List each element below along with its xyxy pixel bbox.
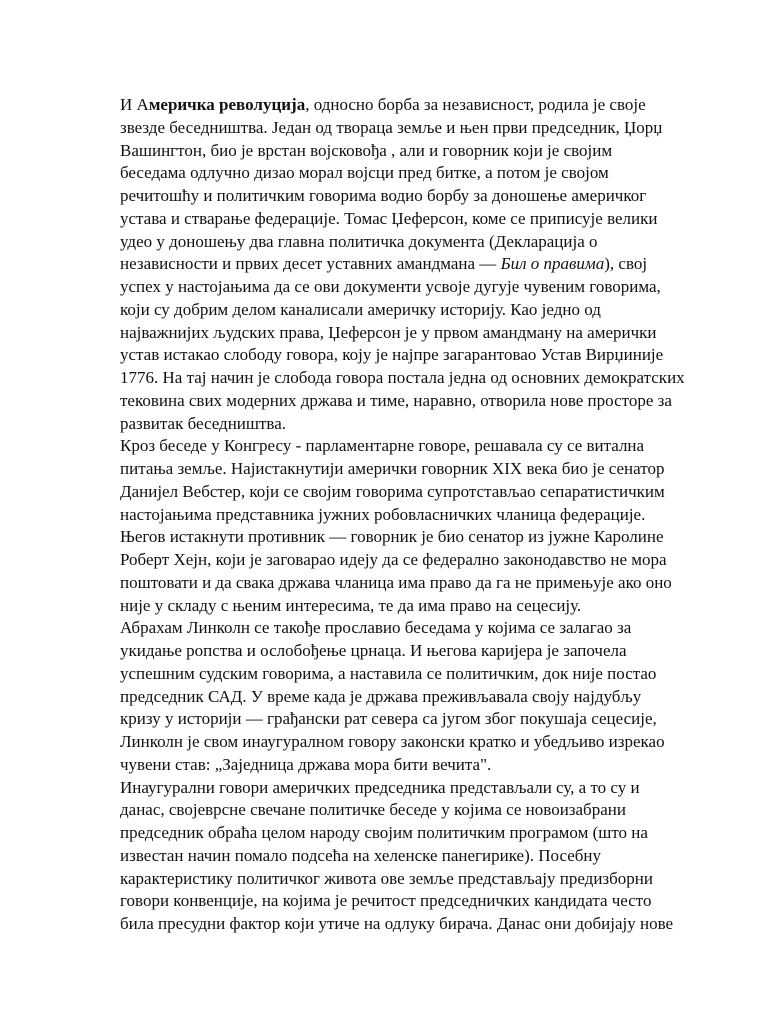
text-run: чувени став: „Заједница држава мора бити вечита".	[120, 754, 492, 774]
text-line	[90, 617, 680, 640]
text-run: Данијел Вебстер, који се својим говорима супротстављао сепаратистичким	[120, 481, 665, 501]
text-line	[90, 413, 680, 436]
paragraph-3	[90, 617, 680, 776]
text-run: данас, својеврсне свечане политичке беседе у којима се новоизабрани	[120, 800, 626, 820]
text-run: речитошћу и политичким говорима водио борбу за доношење америчког	[120, 186, 647, 205]
text-line	[90, 845, 680, 868]
text-run: није у складу с њеним интересима, те да има право на сецесију.	[120, 595, 582, 615]
text-run: беседама одлучно дизао морал војсци пред битке, а потом је својом	[120, 163, 609, 183]
text-line	[90, 185, 680, 208]
italic-text-run: Бил о правима	[500, 254, 605, 274]
text-line	[90, 822, 680, 845]
text-run: развитак беседништва.	[120, 413, 287, 433]
text-run: устав истакао слободу говора, коју је најпре загарантовао Устав Вирџиније	[120, 345, 664, 365]
text-line	[90, 481, 680, 504]
text-line	[90, 640, 680, 663]
text-run: независности и првих десет уставних амандмана —	[120, 254, 501, 274]
text-line	[90, 208, 680, 231]
text-line	[90, 344, 680, 367]
text-run: , односно борба за независност, родила је своје	[305, 95, 646, 114]
bold-text-run: меричка револуција	[148, 95, 306, 114]
text-run: укидање ропства и ослобођење црнаца. И његова каријера је започела	[120, 641, 627, 660]
text-line	[90, 708, 680, 731]
text-line	[90, 890, 680, 913]
text-line	[90, 367, 685, 390]
text-line	[90, 390, 680, 413]
text-run: који су добрим делом каналисали америчку историју. Као једно од	[120, 299, 601, 319]
document-body	[90, 94, 685, 936]
text-run: 1776. На тај начин је слобода говора постала једна од основних демократских	[120, 368, 685, 387]
text-run: била пресудни фактор који утиче на одлуку бирача. Данас они добијају нове	[120, 914, 674, 933]
text-run: удео у доношењу два главна политичка документа (Декларација о	[120, 231, 598, 251]
text-run: говори конвенције, на којима је речитост председничких кандидата често	[120, 891, 652, 911]
text-line	[90, 253, 680, 276]
text-run: Кроз беседе у Конгресу - парламентарне говоре, решавала су се витална	[120, 436, 645, 456]
text-line	[90, 140, 680, 163]
text-run: устава и стварање федерације. Томас Џеферсон, коме се приписује велики	[120, 208, 658, 228]
text-run: карактеристику политичког живота ове земље представљају предизборни	[120, 868, 653, 888]
text-run: Инаугурални говори америчких председника представљали су, а то су и	[120, 777, 640, 797]
text-run: Абрахам Линколн се такође прославио беседама у којима се залагао за	[120, 618, 632, 638]
text-run: известан начин помало подсећа на хеленске панегирике). Посебну	[120, 845, 601, 865]
text-run: Роберт Хејн, који је заговарао идеју да се федерално законодавство не мора	[120, 550, 667, 569]
text-line	[90, 299, 680, 322]
text-line	[90, 162, 680, 185]
paragraph-1	[90, 94, 685, 435]
text-line	[90, 458, 680, 481]
text-line	[90, 435, 680, 458]
text-line	[90, 549, 680, 572]
text-run: председник обраћа целом народу својим политичким програмом (што на	[120, 823, 648, 842]
text-run: председник САД. У време када је држава преживљавала своју најдубљу	[120, 686, 642, 706]
text-run: питања земље. Најистакнутији амерички говорник XIX века био је сенатор	[120, 459, 665, 478]
text-line	[90, 754, 680, 777]
text-line	[90, 276, 680, 299]
text-line	[90, 868, 680, 891]
text-run: тековина свих модерних држава и тиме, наравно, отворила нове просторе за	[120, 390, 672, 410]
text-run: И А	[120, 95, 149, 114]
text-run: успешним судским говорима, а наставила се политичким, док није постао	[120, 663, 657, 683]
text-run: најважнијих људских права, Џеферсон је у првом амандману на амерички	[120, 322, 657, 342]
text-run: кризу у историји — грађански рат севера са југом због покушаја сецесије,	[120, 709, 657, 729]
text-line	[90, 117, 680, 140]
text-run: поштовати и да свака држава чланица има право да га не примењује ако оно	[120, 572, 672, 592]
paragraph-4	[90, 777, 680, 936]
text-line	[90, 231, 680, 254]
text-line	[90, 663, 680, 686]
text-run: Вашингтон, био је врстан војсковођа , али и говорник који је својим	[120, 140, 613, 160]
text-line	[90, 777, 680, 800]
text-line	[90, 572, 680, 595]
text-line	[90, 322, 680, 345]
paragraph-2	[90, 435, 680, 617]
text-run: настојањима представника јужних робовласничких чланица федерације.	[120, 504, 646, 524]
text-line	[90, 913, 680, 936]
text-line	[90, 595, 680, 618]
text-line	[90, 731, 680, 754]
text-line	[90, 94, 680, 117]
text-run: Његов истакнути противник — говорник је био сенатор из јужне Каролине	[120, 527, 664, 547]
text-run: успех у настојањима да се ови документи усвоје дугује чувеним говорима,	[120, 277, 661, 296]
text-line	[90, 686, 680, 709]
text-run: Линколн је свом инаугуралном говору законски кратко и убедљиво изрекао	[120, 732, 665, 751]
text-run: ), свој	[604, 254, 648, 274]
text-run: звезде беседништва. Један од твораца земље и њен први председник, Џорџ	[120, 117, 663, 137]
text-line	[90, 504, 680, 527]
text-line	[90, 526, 680, 549]
text-line	[90, 799, 680, 822]
